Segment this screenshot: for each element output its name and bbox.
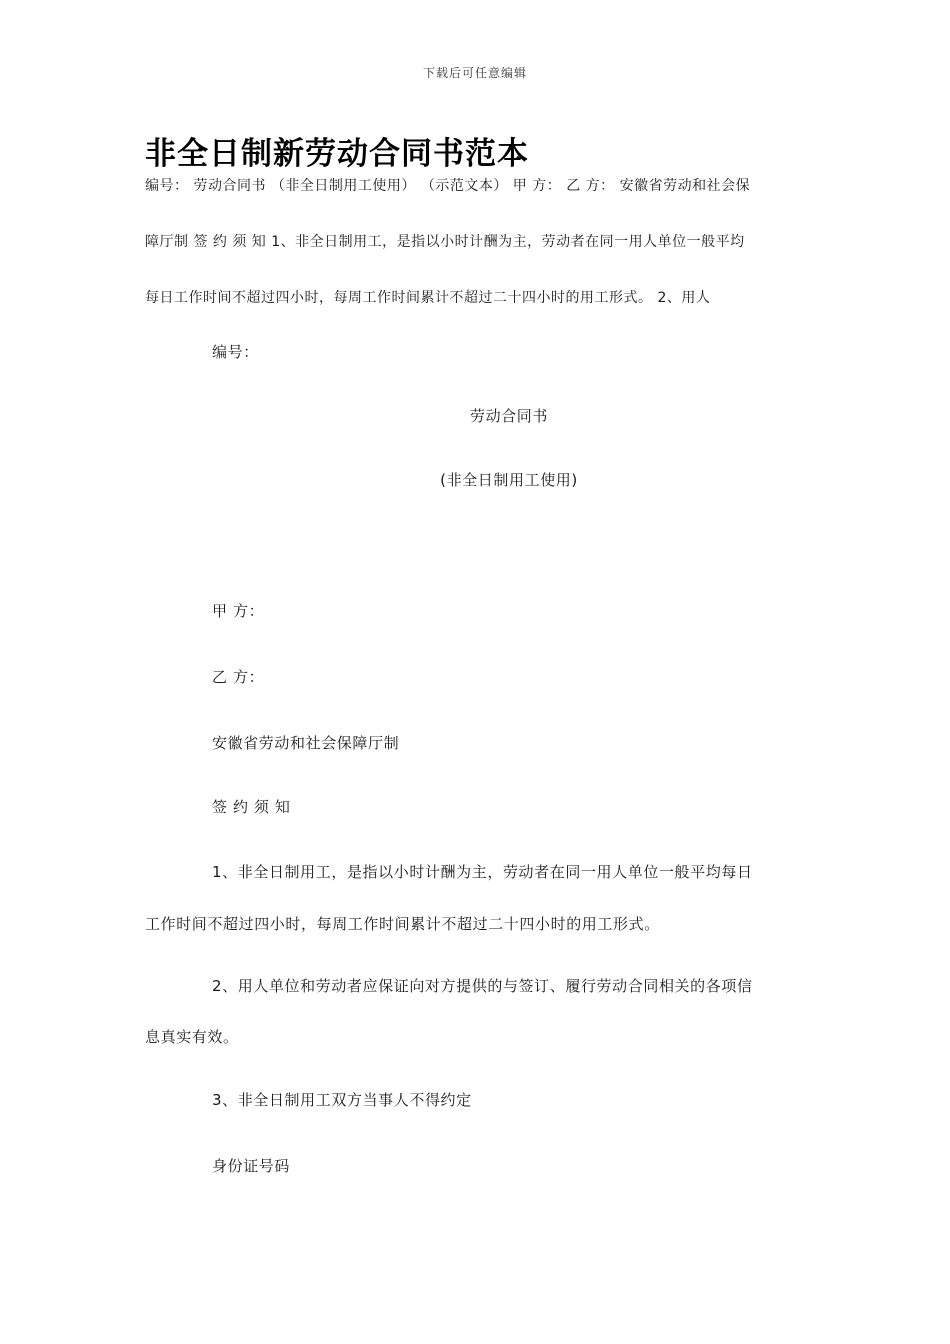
- id-number-label: 身份证号码: [212, 1157, 291, 1175]
- summary-line: 每日工作时间不超过四小时，每周工作时间累计不超过二十四小时的用工形式。 2、用人: [145, 290, 711, 306]
- number-label: 编号：: [212, 343, 259, 361]
- summary-line: 编号： 劳动合同书 （非全日制用工使用） （示范文本） 甲 方： 乙 方： 安徽省劳动和社会保: [145, 178, 751, 194]
- document-title: 非全日制新劳动合同书范本: [145, 136, 529, 172]
- header-note: 下载后可任意编辑: [422, 66, 527, 80]
- contract-title: 劳动合同书: [469, 407, 548, 425]
- notice-item-2-line-1: 2、用人单位和劳动者应保证向对方提供的与签订、履行劳动合同相关的各项信: [212, 977, 753, 995]
- party-b-label: 乙 方：: [212, 668, 265, 686]
- notice-item-2-line-2: 息真实有效。: [145, 1028, 239, 1046]
- party-a-label: 甲 方：: [212, 602, 265, 620]
- notice-title: 签 约 须 知: [212, 798, 291, 816]
- notice-item-1-line-2: 工作时间不超过四小时，每周工作时间累计不超过二十四小时的用工形式。: [145, 915, 660, 933]
- contract-subtitle: (非全日制用工使用): [440, 471, 578, 489]
- issuer-text: 安徽省劳动和社会保障厅制: [212, 734, 400, 752]
- notice-item-1-line-1: 1、非全日制用工，是指以小时计酬为主，劳动者在同一用人单位一般平均每日: [212, 863, 753, 881]
- summary-line: 障厅制 签 约 须 知 1、非全日制用工，是指以小时计酬为主，劳动者在同一用人单位一般平均: [145, 234, 745, 250]
- notice-item-3: 3、非全日制用工双方当事人不得约定: [212, 1091, 472, 1109]
- summary-paragraph: [145, 172, 810, 340]
